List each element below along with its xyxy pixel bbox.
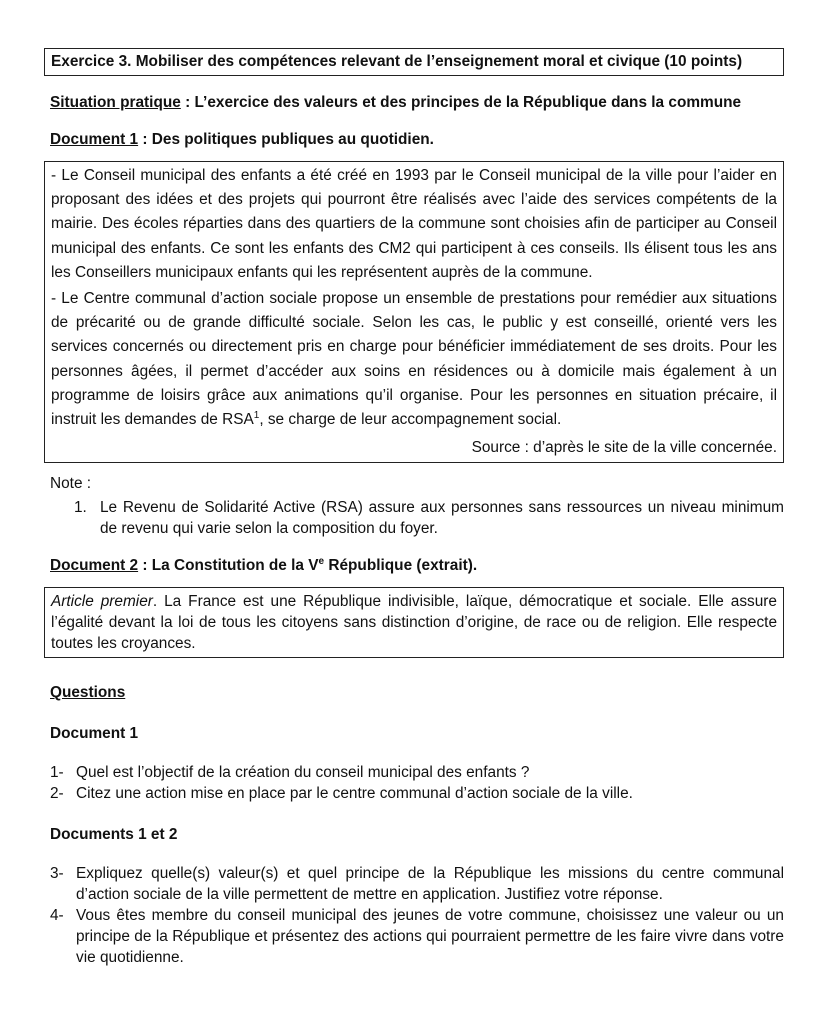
document1-paragraph-2-text: - Le Centre communal d’action sociale propose un ensemble de prestations pour remédier aux situations de précarité ou de grande difficulté sociale. Selon les cas, le public y est conseillé, orienté vers les services concernés ou directement pris en charge pour bénéficier immédiatement de ses droits. Pour les personnes âgées, il permet d’accéder aux soins en résidences ou à domicile mais également à un programme de loisirs grâce aux animations qu’il organise. Pour les personnes en situation précaire, il instruit les demandes de RSA	[51, 290, 777, 429]
situation-text: : L’exercice des valeurs et des principes de la République dans la commune	[180, 94, 742, 111]
document1-paragraph-2	[51, 287, 777, 432]
document2-label: Document 2	[50, 557, 139, 575]
questions-heading-text: Questions	[50, 684, 126, 702]
document1-label: Document 1	[50, 131, 139, 148]
document2-heading	[44, 555, 784, 576]
note-text: Le Revenu de Solidarité Active (RSA) assure aux personnes sans ressources un niveau minimum de revenu qui varie selon la composition du foyer.	[100, 499, 784, 538]
question-item	[50, 863, 784, 905]
article-text: . La France est une République indivisible, laïque, démocratique et sociale. Elle assure l’égalité devant la loi de tous les citoyens sans distinction d’origine, de race ou de religion. Elle respecte toutes les croyances.	[51, 593, 777, 653]
document2-box	[44, 587, 784, 658]
exam-page	[44, 48, 784, 968]
document1-paragraph-2-end: , se charge de leur accompagnement social.	[259, 411, 562, 429]
question-group-heading: Document 1	[50, 725, 139, 743]
document2-title	[138, 557, 477, 574]
question-text: Expliquez quelle(s) valeur(s) et quel principe de la République les missions du centre communal d’action sociale de la ville permettent de mettre en application. Justifiez votre réponse.	[76, 865, 784, 904]
question-number: 4-	[50, 907, 64, 925]
document1-title: : Des politiques publiques au quotidien.	[138, 131, 434, 148]
question-item	[50, 783, 784, 804]
document2-title-sup: e	[318, 556, 325, 568]
question-list	[44, 762, 784, 804]
document2-title-start: : La Constitution de la V	[138, 557, 319, 575]
note-number: 1.	[74, 499, 87, 517]
note-item	[50, 497, 784, 539]
exercise-title: Exercice 3. Mobiliser des compétences relevant de l’enseignement moral et civique (10 points)	[44, 48, 784, 76]
note-block	[44, 473, 784, 539]
question-number: 3-	[50, 865, 64, 883]
question-item	[50, 905, 784, 968]
document2-title-end: République (extrait).	[324, 557, 478, 575]
situation-label: Situation pratique	[50, 94, 181, 111]
question-text: Citez une action mise en place par le centre communal d’action sociale de la ville.	[76, 785, 633, 803]
situation-heading	[44, 92, 784, 113]
question-number: 1-	[50, 764, 64, 782]
question-number: 2-	[50, 785, 64, 803]
question-group-heading: Documents 1 et 2	[50, 826, 178, 844]
question-text: Vous êtes membre du conseil municipal des jeunes de votre commune, choisissez une valeur ou un principe de la République et présentez des actions qui pourraient permettre de les faire vivre dans votre vie quotidienne.	[76, 907, 784, 967]
document1-heading	[44, 129, 784, 150]
question-item	[50, 762, 784, 783]
question-text: Quel est l’objectif de la création du conseil municipal des enfants ?	[76, 764, 530, 782]
article-label: Article premier	[51, 593, 153, 611]
question-list	[44, 863, 784, 968]
document1-box	[44, 161, 784, 463]
document1-paragraph-1: - Le Conseil municipal des enfants a été créé en 1993 par le Conseil municipal de la ville pour l’aider en proposant des idées et des projets qui pourront être réalisés avec l’aide des services compétents de la mairie. Des écoles réparties dans des quartiers de la commune sont choisies afin de participer au Conseil municipal des enfants. Ce sont les enfants des CM2 qui participent à ces conseils. Ils élisent tous les ans les Conseillers municipaux enfants qui les représentent auprès de la commune.	[51, 167, 777, 281]
questions-heading	[44, 682, 784, 703]
note-label: Note :	[50, 475, 92, 493]
footnote-ref: 1	[253, 409, 260, 421]
document1-source: Source : d’après le site de la ville concernée.	[471, 439, 777, 457]
